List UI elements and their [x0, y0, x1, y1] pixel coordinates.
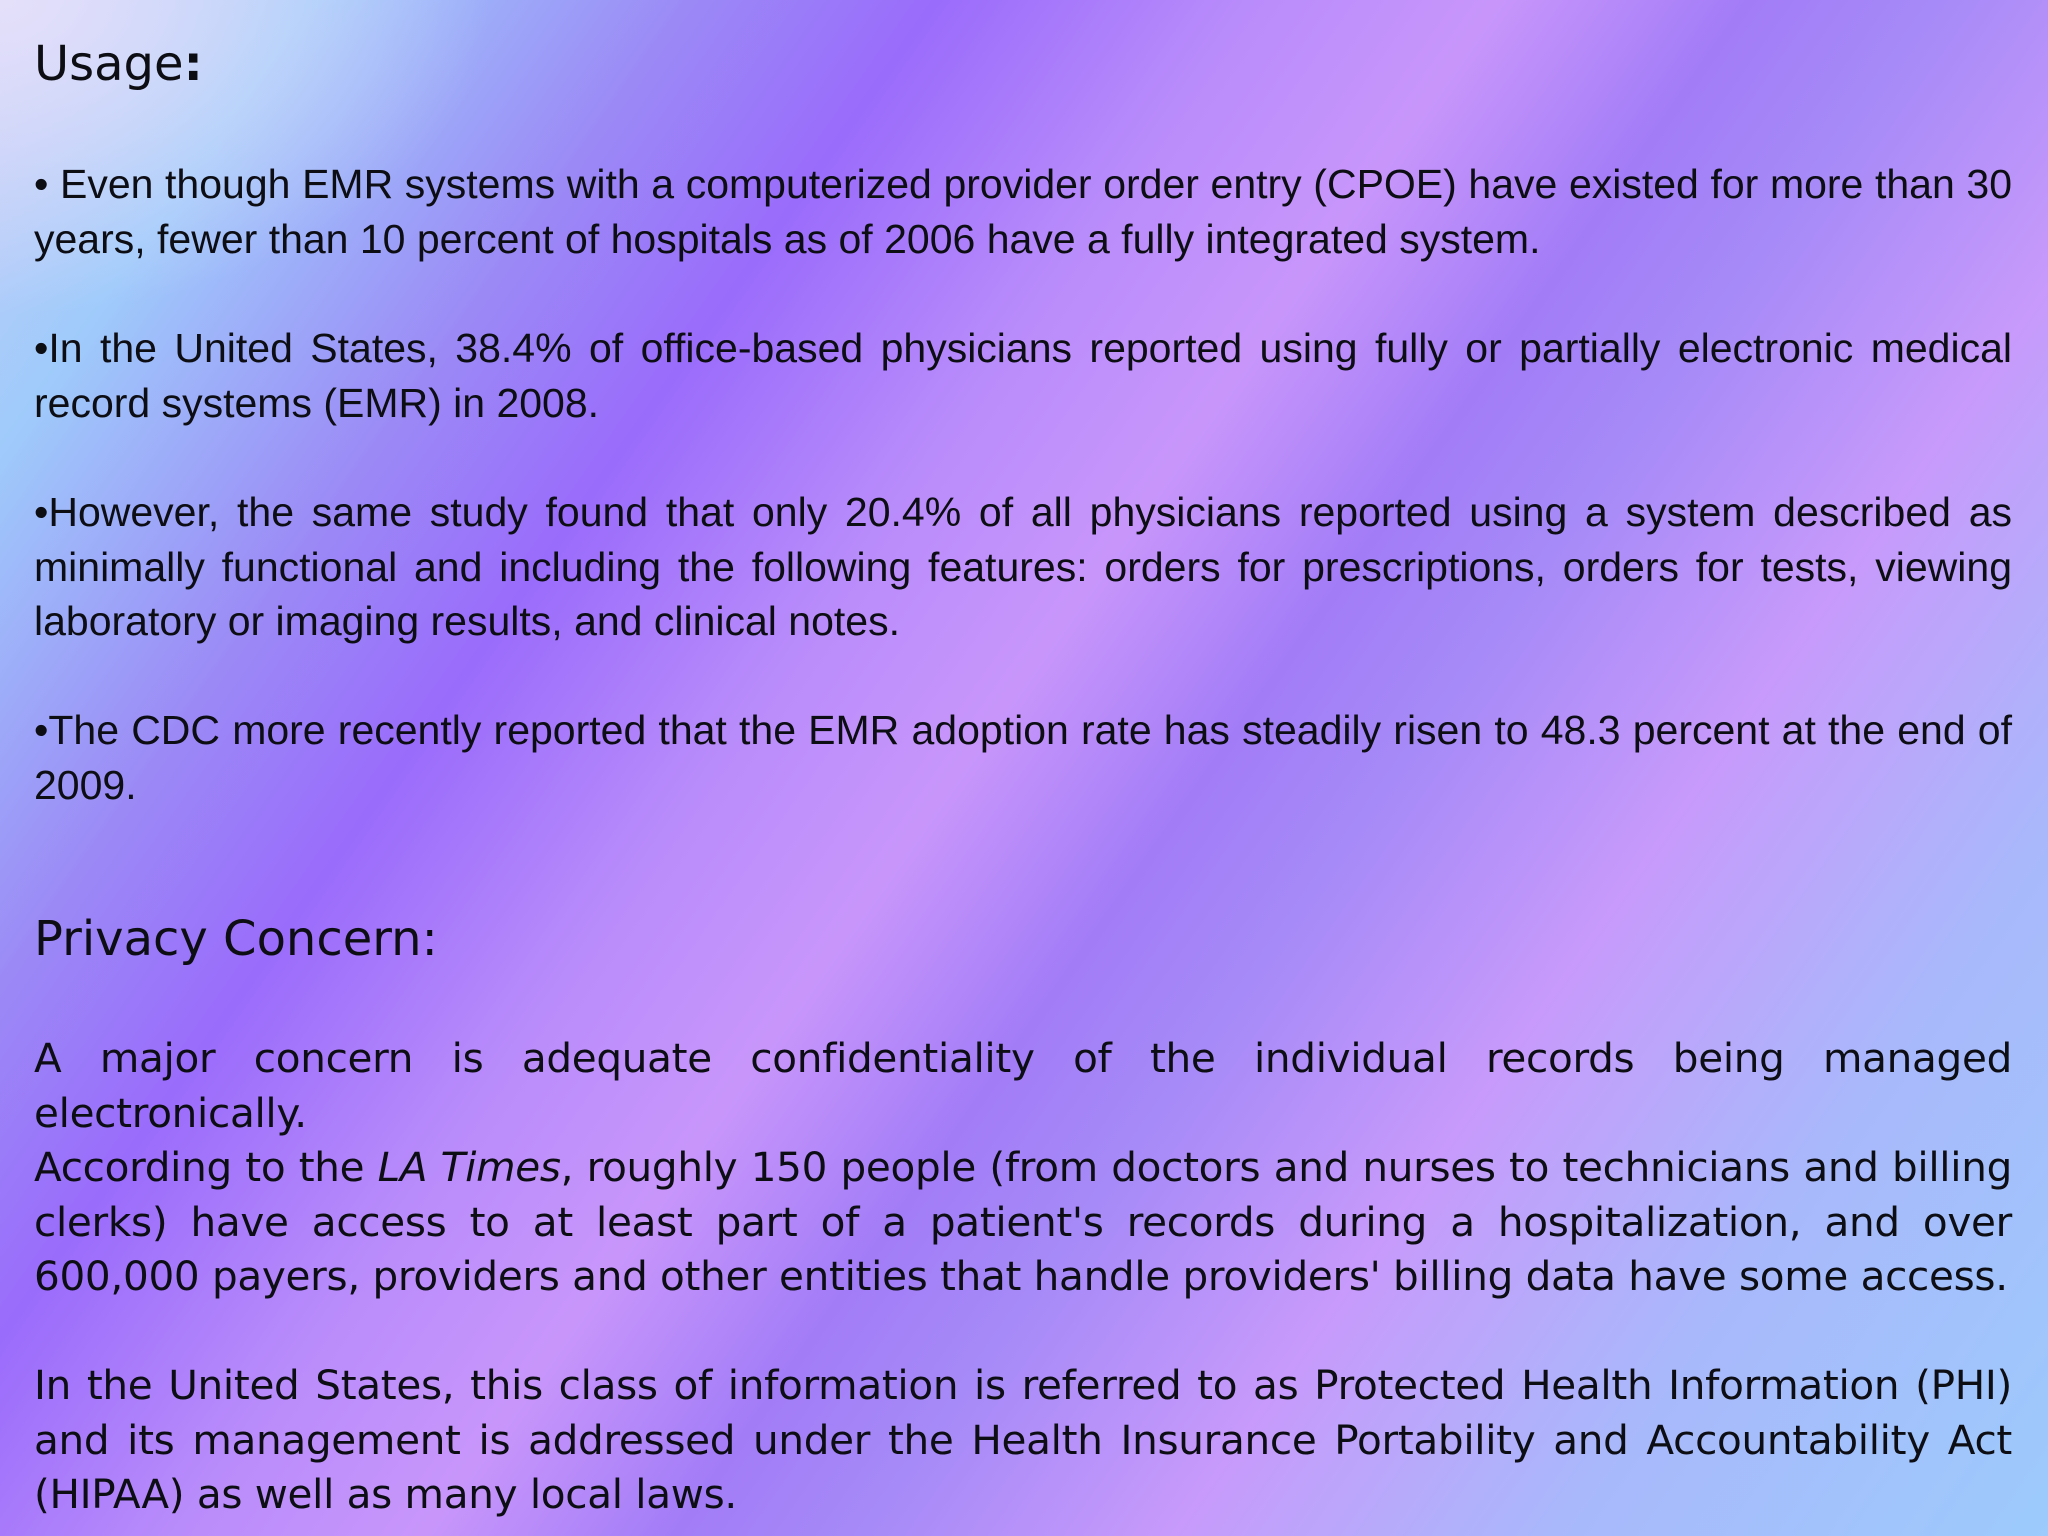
privacy-paragraph-2-start: According to the — [34, 1143, 378, 1191]
usage-bullet-3: •However, the same study found that only 20.4% of all physicians reported using a system described as minimally functional and including the following features: orders for prescriptions, orders for tests, viewing laboratory or imaging results, and clinical notes. — [34, 489, 2012, 644]
privacy-heading: Privacy Concern: — [34, 911, 438, 967]
la-times-title: LA Times — [377, 1143, 561, 1191]
privacy-paragraph-2-end: , roughly 150 people (from doctors and nurses to technicians and billing clerks) have access to at least part of a patient's records during a hospitalization, and over 600,000 payers, providers and other entities that handle providers' billing data have some access. — [34, 1143, 2012, 1300]
usage-heading-text: Usage — [34, 36, 184, 92]
usage-bullet-4: •The CDC more recently reported that the EMR adoption rate has steadily risen to 48.3 percent at the end of 2009. — [34, 707, 2012, 808]
slide — [34, 0, 2012, 1536]
usage-bullet-2: •In the United States, 38.4% of office-based physicians reported using fully or partially electronic medical record systems (EMR) in 2008. — [34, 325, 2012, 426]
usage-heading — [34, 36, 203, 92]
usage-bullet-1: • Even though EMR systems with a computerized provider order entry (CPOE) have existed for more than 30 years, fewer than 10 percent of hospitals as of 2006 have a fully integrated system. — [34, 161, 2012, 262]
usage-heading-colon: : — [183, 36, 203, 92]
privacy-paragraph-1: A major concern is adequate confidentiality of the individual records being managed electronically. — [34, 1034, 2012, 1137]
privacy-paragraph-3: In the United States, this class of information is referred to as Protected Health Information (PHI) and its management is addressed under the Health Insurance Portability and Accountability Act (HIPAA) as well as many local laws. — [34, 1361, 2012, 1518]
privacy-paragraph-2 — [34, 1140, 2012, 1304]
